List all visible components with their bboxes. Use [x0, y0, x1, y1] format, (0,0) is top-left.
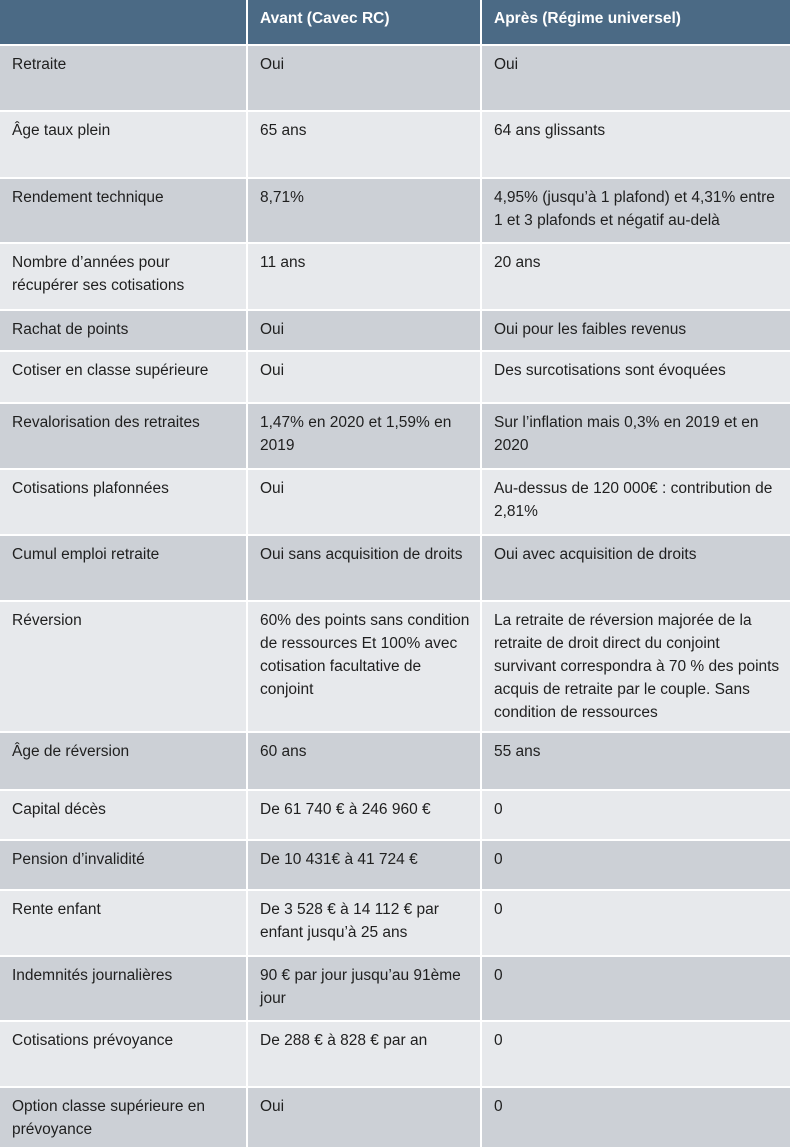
row-label: Nombre d’années pour récupérer ses cotisations [0, 243, 247, 310]
row-label: Indemnités journalières [0, 956, 247, 1021]
row-apres: Oui pour les faibles revenus [481, 310, 790, 351]
row-avant: 90 € par jour jusqu’au 91ème jour [247, 956, 481, 1021]
row-apres: Oui avec acquisition de droits [481, 535, 790, 601]
row-apres: 64 ans glissants [481, 111, 790, 178]
row-apres: 20 ans [481, 243, 790, 310]
row-label: Revalorisation des retraites [0, 403, 247, 469]
table-row [0, 840, 790, 890]
row-label: Cotisations prévoyance [0, 1021, 247, 1087]
table-row [0, 732, 790, 790]
row-label: Âge de réversion [0, 732, 247, 790]
table-row [0, 1021, 790, 1087]
row-avant: De 3 528 € à 14 112 € par enfant jusqu’à 25 ans [247, 890, 481, 956]
row-avant: 60 ans [247, 732, 481, 790]
row-label: Capital décès [0, 790, 247, 840]
table-row [0, 601, 790, 732]
row-avant: Oui [247, 469, 481, 535]
row-apres: Oui [481, 45, 790, 111]
header-avant: Avant (Cavec RC) [247, 0, 481, 45]
row-apres: Au-dessus de 120 000€ : contribution de 2,81% [481, 469, 790, 535]
header-apres: Après (Régime universel) [481, 0, 790, 45]
row-label: Option classe supérieure en prévoyance [0, 1087, 247, 1147]
table-row [0, 1087, 790, 1147]
table-row [0, 403, 790, 469]
row-label: Retraite [0, 45, 247, 111]
table-row [0, 535, 790, 601]
row-label: Rendement technique [0, 178, 247, 243]
row-avant: De 288 € à 828 € par an [247, 1021, 481, 1087]
row-avant: 1,47% en 2020 et 1,59% en 2019 [247, 403, 481, 469]
row-avant: Oui [247, 45, 481, 111]
table-row [0, 890, 790, 956]
row-label: Rente enfant [0, 890, 247, 956]
row-apres: 55 ans [481, 732, 790, 790]
table-row [0, 790, 790, 840]
table-row [0, 310, 790, 351]
row-avant: 11 ans [247, 243, 481, 310]
row-label: Réversion [0, 601, 247, 732]
row-avant: 65 ans [247, 111, 481, 178]
table-row [0, 956, 790, 1021]
row-label: Rachat de points [0, 310, 247, 351]
row-apres: 0 [481, 1087, 790, 1147]
row-avant: De 61 740 € à 246 960 € [247, 790, 481, 840]
table-row [0, 243, 790, 310]
row-avant: Oui sans acquisition de droits [247, 535, 481, 601]
row-apres: Sur l’inflation mais 0,3% en 2019 et en 2020 [481, 403, 790, 469]
table-row [0, 178, 790, 243]
row-avant: 8,71% [247, 178, 481, 243]
row-avant: Oui [247, 1087, 481, 1147]
row-apres: 0 [481, 840, 790, 890]
table-header-row [0, 0, 790, 45]
row-label: Cotisations plafonnées [0, 469, 247, 535]
row-apres: Des surcotisations sont évoquées [481, 351, 790, 403]
table-row [0, 45, 790, 111]
row-apres: 0 [481, 790, 790, 840]
table-row [0, 351, 790, 403]
row-avant: Oui [247, 351, 481, 403]
row-label: Pension d’invalidité [0, 840, 247, 890]
table-row [0, 469, 790, 535]
table-row [0, 111, 790, 178]
row-avant: 60% des points sans condition de ressources Et 100% avec cotisation facultative de conjoint [247, 601, 481, 732]
row-apres: La retraite de réversion majorée de la retraite de droit direct du conjoint survivant correspondra à 70 % des points acquis de retraite par le couple. Sans condition de ressources [481, 601, 790, 732]
row-avant: Oui [247, 310, 481, 351]
row-label: Cumul emploi retraite [0, 535, 247, 601]
row-apres: 0 [481, 890, 790, 956]
row-label: Âge taux plein [0, 111, 247, 178]
row-apres: 4,95% (jusqu’à 1 plafond) et 4,31% entre 1 et 3 plafonds et négatif au-delà [481, 178, 790, 243]
header-empty-cell [0, 0, 247, 45]
row-avant: De 10 431€ à 41 724 € [247, 840, 481, 890]
row-apres: 0 [481, 956, 790, 1021]
row-apres: 0 [481, 1021, 790, 1087]
row-label: Cotiser en classe supérieure [0, 351, 247, 403]
